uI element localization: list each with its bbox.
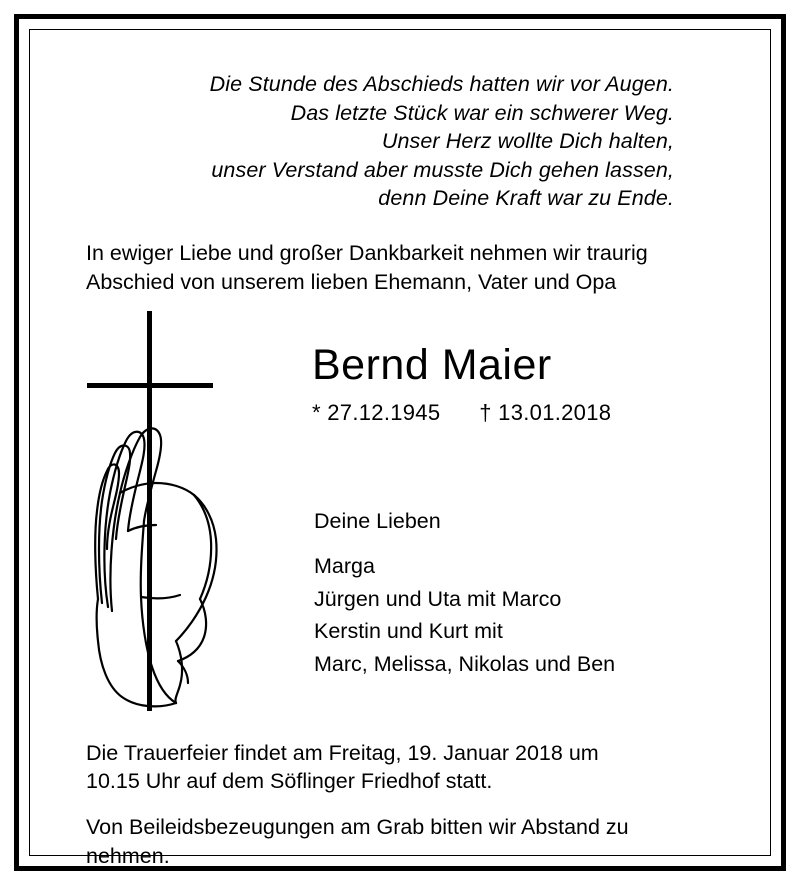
survivor-line: Kerstin und Kurt mit: [314, 619, 503, 644]
symbol-group: [74, 311, 264, 731]
outer-border: [14, 14, 786, 871]
funeral-details-line-1: Die Trauerfeier findet am Freitag, 19. Januar 2018 um: [86, 740, 599, 765]
intro-line-1: In ewiger Liebe und großer Dankbarkeit nehmen wir traurig: [86, 240, 648, 265]
verse-line-3: Unser Herz wollte Dich halten,: [381, 129, 674, 154]
praying-hands-icon: [95, 428, 216, 706]
funeral-details-line-2: 10.15 Uhr auf dem Söflinger Friedhof statt.: [86, 768, 493, 793]
inner-border: [29, 29, 771, 868]
intro-block: [64, 239, 736, 297]
verse-line-5: denn Deine Kraft war zu Ende.: [378, 186, 674, 211]
survivor-line: Marga: [314, 554, 375, 579]
deceased-name-block: [312, 340, 736, 426]
survivor-line: Marc, Melissa, Nikolas und Ben: [314, 651, 616, 676]
condolences-note-line-2: nehmen.: [86, 843, 170, 868]
main-block: [64, 311, 736, 731]
verse-line-4: unser Verstand aber musste Dich gehen lassen,: [211, 157, 674, 182]
survivor-line: Jürgen und Uta mit Marco: [314, 586, 562, 611]
death-date: † 13.01.2018: [479, 399, 612, 425]
condolences-note: [86, 813, 736, 870]
condolences-note-line-1: Von Beileidsbezeugungen am Grab bitten wir Abstand zu: [86, 815, 629, 840]
verse-block: [64, 58, 736, 213]
funeral-details: [86, 739, 736, 796]
verse-line-2: Das letzte Stück war ein schwerer Weg.: [290, 100, 674, 125]
birth-date: * 27.12.1945: [312, 399, 441, 425]
deceased-name: Bernd Maier: [312, 340, 552, 389]
survivors-block: [314, 508, 616, 676]
footer-block: [64, 739, 736, 871]
verse-line-1: Die Stunde des Abschieds hatten wir vor Augen.: [209, 72, 674, 96]
survivors-lead: Deine Lieben: [314, 508, 441, 533]
life-dates: [312, 400, 736, 426]
cross-and-hands-illustration: [74, 311, 264, 731]
intro-line-2: Abschied von unserem lieben Ehemann, Vater und Opa: [86, 269, 617, 294]
